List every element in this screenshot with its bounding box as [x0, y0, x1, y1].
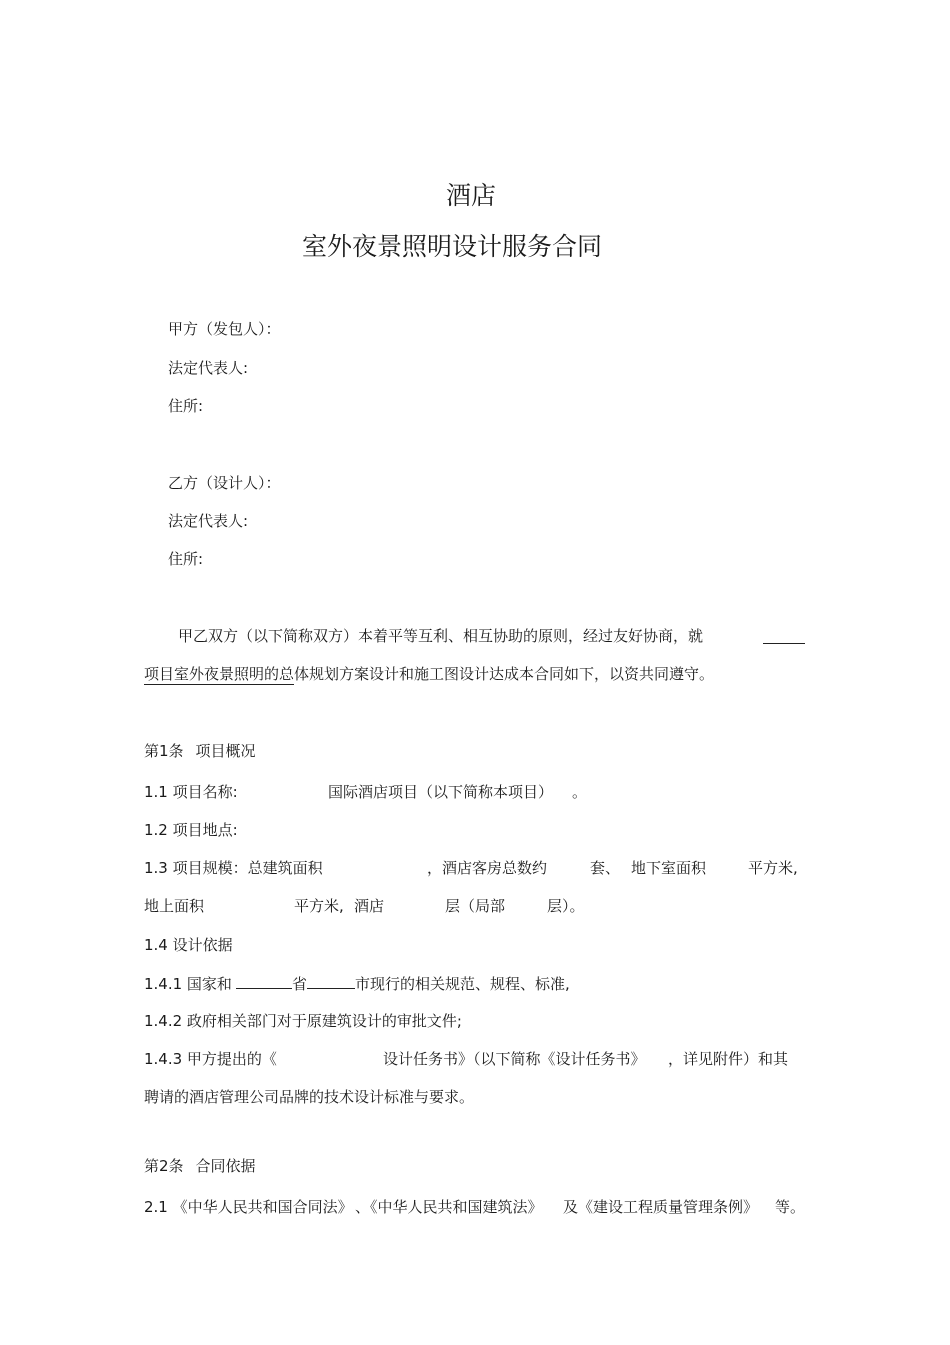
party-b-address-label: 住所:	[168, 550, 204, 568]
item-1-4-3-a: 1.4.3 甲方提出的《	[144, 1050, 277, 1068]
item-1-4-1-c: 市现行的相关规范、规程、标准,	[354, 975, 570, 993]
item-1-3-a: 1.3 项目规模：总建筑面积	[144, 859, 323, 877]
item-1-3-b: ，酒店客房总数约	[427, 859, 548, 877]
item-1-3-c: 套、	[590, 859, 621, 877]
item-2-1-b: 、《中华人民共和国建筑法》	[355, 1198, 543, 1216]
item-1-4-3-c: ，详见附件）和其	[668, 1050, 789, 1068]
item-1-3-d: 地下室面积	[631, 859, 707, 877]
article-2-number: 第2条	[144, 1157, 184, 1175]
item-2-1-a: 2.1 《中华人民共和国合同法》	[144, 1198, 353, 1216]
document-title: 酒店	[446, 181, 497, 210]
item-2-1-c: 及《建设工程质量管理条例》	[563, 1198, 759, 1216]
party-a-name-label: 甲方（发包人）：	[168, 320, 281, 338]
party-a-rep-label: 法定代表人:	[168, 359, 249, 377]
item-1-4-1-a: 1.4.1 国家和	[144, 975, 232, 993]
item-1-3-f: 地上面积	[144, 897, 205, 915]
item-1-4-3-b: 设计任务书》（以下简称《设计任务书》	[383, 1050, 646, 1068]
city-blank	[307, 974, 355, 989]
intro-line-1: 甲乙双方（以下简称双方）本着平等互利、相互协助的原则，经过友好协商，就	[178, 627, 704, 645]
article-1-title: 项目概况	[195, 742, 256, 760]
party-a-address-label: 住所:	[168, 397, 204, 415]
intro-blank-line	[763, 643, 805, 644]
province-blank	[236, 974, 292, 989]
item-1-4-3-line2: 聘请的酒店管理公司品牌的技术设计标准与要求。	[144, 1088, 475, 1106]
project-name-underlined: 项目室外夜景照明的总	[144, 665, 295, 683]
party-b-name-label: 乙方（设计人）：	[168, 474, 281, 492]
item-1-1-label: 1.1 项目名称:	[144, 783, 238, 801]
item-1-1-value: 国际酒店项目（以下简称本项目）	[328, 783, 554, 801]
article-1-heading	[144, 742, 256, 760]
item-1-4-1-b: 省	[291, 975, 307, 993]
item-1-3-e: 平方米,	[748, 859, 798, 877]
party-b-rep-label: 法定代表人:	[168, 512, 249, 530]
item-1-4-2: 1.4.2 政府相关部门对于原建筑设计的审批文件;	[144, 1012, 462, 1030]
item-1-2: 1.2 项目地点:	[144, 821, 238, 839]
document-subtitle: 室外夜景照明设计服务合同	[302, 232, 603, 261]
item-1-3-g: 平方米,	[294, 897, 344, 915]
article-2-title: 合同依据	[195, 1157, 256, 1175]
item-1-4-1	[144, 974, 570, 993]
intro-line-2-rest: 体规划方案设计和施工图设计达成本合同如下，以资共同遵守。	[294, 665, 715, 683]
item-1-3-i: 层（局部	[445, 897, 506, 915]
item-1-3-h: 酒店	[354, 897, 385, 915]
item-1-4: 1.4 设计依据	[144, 936, 233, 954]
article-2-heading	[144, 1157, 256, 1175]
item-2-1-d: 等。	[775, 1198, 806, 1216]
article-1-number: 第1条	[144, 742, 184, 760]
item-1-1-end: 。	[572, 783, 588, 801]
item-1-3-j: 层）。	[547, 897, 585, 915]
intro-line-2	[144, 665, 714, 683]
